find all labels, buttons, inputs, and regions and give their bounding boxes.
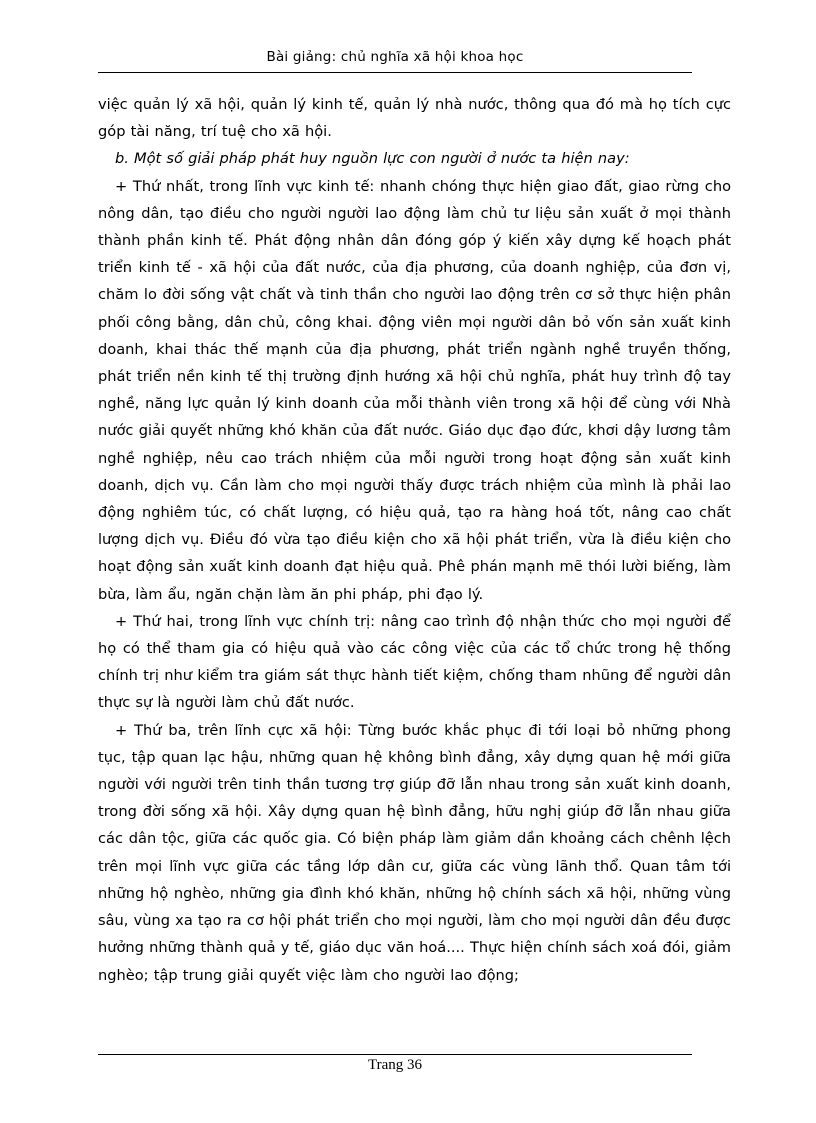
paragraph-political: + Thứ hai, trong lĩnh vực chính trị: nâng cao trình độ nhận thức cho mọi người để họ có thể tham gia có hiệu quả vào các công việc của các tổ chức trong hệ thống chính trị như kiểm tra giám sát thực hành tiết kiệm, chống tham nhũng để người dân thực sự là người làm chủ đất nước. xyxy=(98,612,731,712)
page-number: Trang 36 xyxy=(367,1057,423,1073)
paragraph-continuation: việc quản lý xã hội, quản lý kinh tế, quản lý nhà nước, thông qua đó mà họ tích cực góp tài năng, trí tuệ cho xã hội. xyxy=(98,96,731,141)
section-heading-b: b. Một số giải pháp phát huy nguồn lực con người ở nước ta hiện nay: xyxy=(115,150,630,168)
footer-divider xyxy=(98,1054,692,1055)
paragraph-social: + Thứ ba, trên lĩnh cực xã hội: Từng bước khắc phục đi tới loại bỏ những phong tục, tập quan lạc hậu, những quan hệ không bình đẳng, xây dựng quan hệ mới giữa người với người trên tinh thần tương trợ giúp đỡ lẫn nhau trong sản xuất kinh doanh, trong đời sống xã hội. Xây dựng quan hệ bình đẳng, hữu nghị giúp đỡ lẫn nhau giữa các dân tộc, giữa các quốc gia. Có biện pháp làm giảm dần khoảng cách chênh lệch trên mọi lĩnh vực giữa các tầng lớp dân cư, giữa các vùng lãnh thổ. Quan tâm tới những hộ nghèo, những gia đình khó khăn, những hộ chính sách xã hội, những vùng sâu, vùng xa tạo ra cơ hội phát triển cho mọi người, làm cho mọi người dân đều được hưởng những thành quả y tế, giáo dục văn hoá.... Thực hiện chính sách xoá đói, giảm nghèo; tập trung giải quyết việc làm cho người lao động; xyxy=(98,721,731,984)
header-divider xyxy=(98,72,692,73)
page-header-title: Bài giảng: chủ nghĩa xã hội khoa học xyxy=(266,49,524,65)
paragraph-economic: + Thứ nhất, trong lĩnh vực kinh tế: nhanh chóng thực hiện giao đất, giao rừng cho nông dân, tạo điều cho người người lao động làm chủ tư liệu sản xuất ở mọi thành thành phần kinh tế. Phát động nhân dân đóng góp ý kiến xây dựng kế hoạch phát triển kinh tế - xã hội của đất nước, của địa phương, của doanh nghiệp, của đơn vị, chăm lo đời sống vật chất và tinh thần cho người lao động trên cơ sở thực hiện phân phối công bằng, dân chủ, công khai. động viên mọi người dân bỏ vốn sản xuất kinh doanh, khai thác thế mạnh của địa phương, phát triển ngành nghề truyền thống, phát triển nền kinh tế thị trường định hướng xã hội chủ nghĩa, phát huy trình độ tay nghề, năng lực quản lý kinh doanh của mỗi thành viên trong xã hội để cùng với Nhà nước giải quyết những khó khăn của đất nước. Giáo dục đạo đức, khơi dậy lương tâm nghề nghiệp, nêu cao trách nhiệm của mỗi người trong hoạt động sản xuất kinh doanh, dịch vụ. Cần làm cho mọi người thấy được trách nhiệm của mình là phải lao động nghiêm túc, có chất lượng, có hiệu quả, tạo ra hàng hoá tốt, nâng cao chất lượng dịch vụ. Điều đó vừa tạo điều kiện cho xã hội phát triển, vừa là điều kiện cho hoạt động sản xuất kinh doanh đạt hiệu quả. Phê phán mạnh mẽ thói lười biếng, làm bừa, làm ẩu, ngăn chặn làm ăn phi pháp, phi đạo lý. xyxy=(98,177,731,603)
document-body xyxy=(98,91,731,989)
